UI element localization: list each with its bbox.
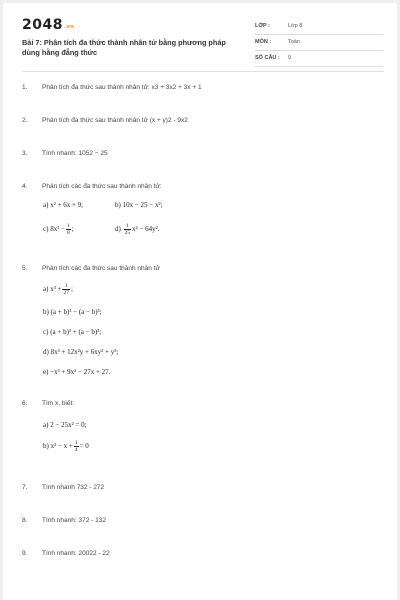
question-number: 4. <box>22 183 28 190</box>
question-text: Tính nhanh: 1052 − 25 <box>42 150 108 157</box>
question-number: 8. <box>22 517 28 524</box>
meta-label: SỐ CÂU : <box>255 55 280 61</box>
q4-part-b: b) 10x − 25 − x²; <box>115 201 163 209</box>
question-7 <box>22 484 104 491</box>
question-3 <box>22 150 108 157</box>
worksheet-page <box>3 3 397 600</box>
meta-table <box>255 19 383 67</box>
meta-value: Toán <box>288 39 300 45</box>
page-title: Bài 7: Phân tích đa thức thành nhân tử bằng phương pháp dùng hằng đẳng thức <box>22 38 226 57</box>
q5-part-d: d) 8x³ + 12x²y + 6xy² + y³; <box>43 348 119 356</box>
question-text: Tìm x, biết: <box>42 400 75 407</box>
fraction: $\frac{1}{25}$ <box>124 223 131 236</box>
question-9 <box>22 550 110 557</box>
q4-part-c: c) 8x³ − $\frac{1}{8}$ ; <box>43 223 74 236</box>
meta-row-count <box>255 51 383 67</box>
question-text: Phân tích các đa thức sau thành nhân tử: <box>42 183 162 190</box>
q5-part-e: e) −x³ + 9x² − 27x + 27. <box>43 368 111 376</box>
q5-part-b: b) (a + b)³ − (a − b)³; <box>43 308 102 316</box>
meta-label: MÔN : <box>255 39 272 45</box>
meta-value: Lớp 8 <box>288 23 303 29</box>
fraction: $\frac{1}{27}$ <box>63 283 69 296</box>
question-8 <box>22 517 106 524</box>
fraction: $\frac{1}{8}$ <box>66 223 70 236</box>
header-divider <box>22 71 384 72</box>
question-text: Tính nhanh 732 - 272 <box>42 484 105 491</box>
question-text: Phân tích đa thức sau thành nhân tử (x + y)2 - 9x2 <box>42 117 188 124</box>
question-1 <box>22 84 202 91</box>
question-number: 6. <box>22 400 28 407</box>
meta-label: LỚP : <box>255 23 270 29</box>
q5-part-c: c) (a + b)³ + (a − b)³; <box>43 328 102 336</box>
q4-part-a: a) x² + 6x + 9; <box>43 201 84 209</box>
question-4 <box>22 183 162 190</box>
q4-part-d: d) $\frac{1}{25}$ x² − 64y². <box>115 223 160 236</box>
question-number: 3. <box>22 150 28 157</box>
meta-value: 9 <box>288 55 292 61</box>
meta-row-class <box>255 19 383 35</box>
question-5 <box>22 265 160 272</box>
meta-row-subject <box>255 35 383 51</box>
question-number: 9. <box>22 550 28 557</box>
question-text: Tính nhanh: 20022 - 22 <box>42 550 110 557</box>
question-text: Tính nhanh: 372 - 132 <box>42 517 106 524</box>
question-number: 1. <box>22 84 28 91</box>
question-6 <box>22 400 74 407</box>
q6-part-b: b) x² − x + $\frac{1}{4}$ = 0 <box>43 440 89 453</box>
question-number: 2. <box>22 117 28 124</box>
question-text: Phân tích đa thức sau thành nhân tử: x3 + 3x2 + 3x + 1 <box>42 84 202 91</box>
question-number: 7. <box>22 484 28 491</box>
question-2 <box>22 117 188 124</box>
site-logo[interactable]: 2048.vn <box>22 17 75 33</box>
fraction: $\frac{1}{4}$ <box>74 440 78 453</box>
q5-part-a: a) x³ + $\frac{1}{27}$ ; <box>43 283 73 296</box>
question-text: Phân tích các đa thức sau thành nhân tử <box>42 265 160 272</box>
q6-part-a: a) 2 − 25x² = 0; <box>43 421 87 429</box>
question-number: 5. <box>22 265 28 272</box>
